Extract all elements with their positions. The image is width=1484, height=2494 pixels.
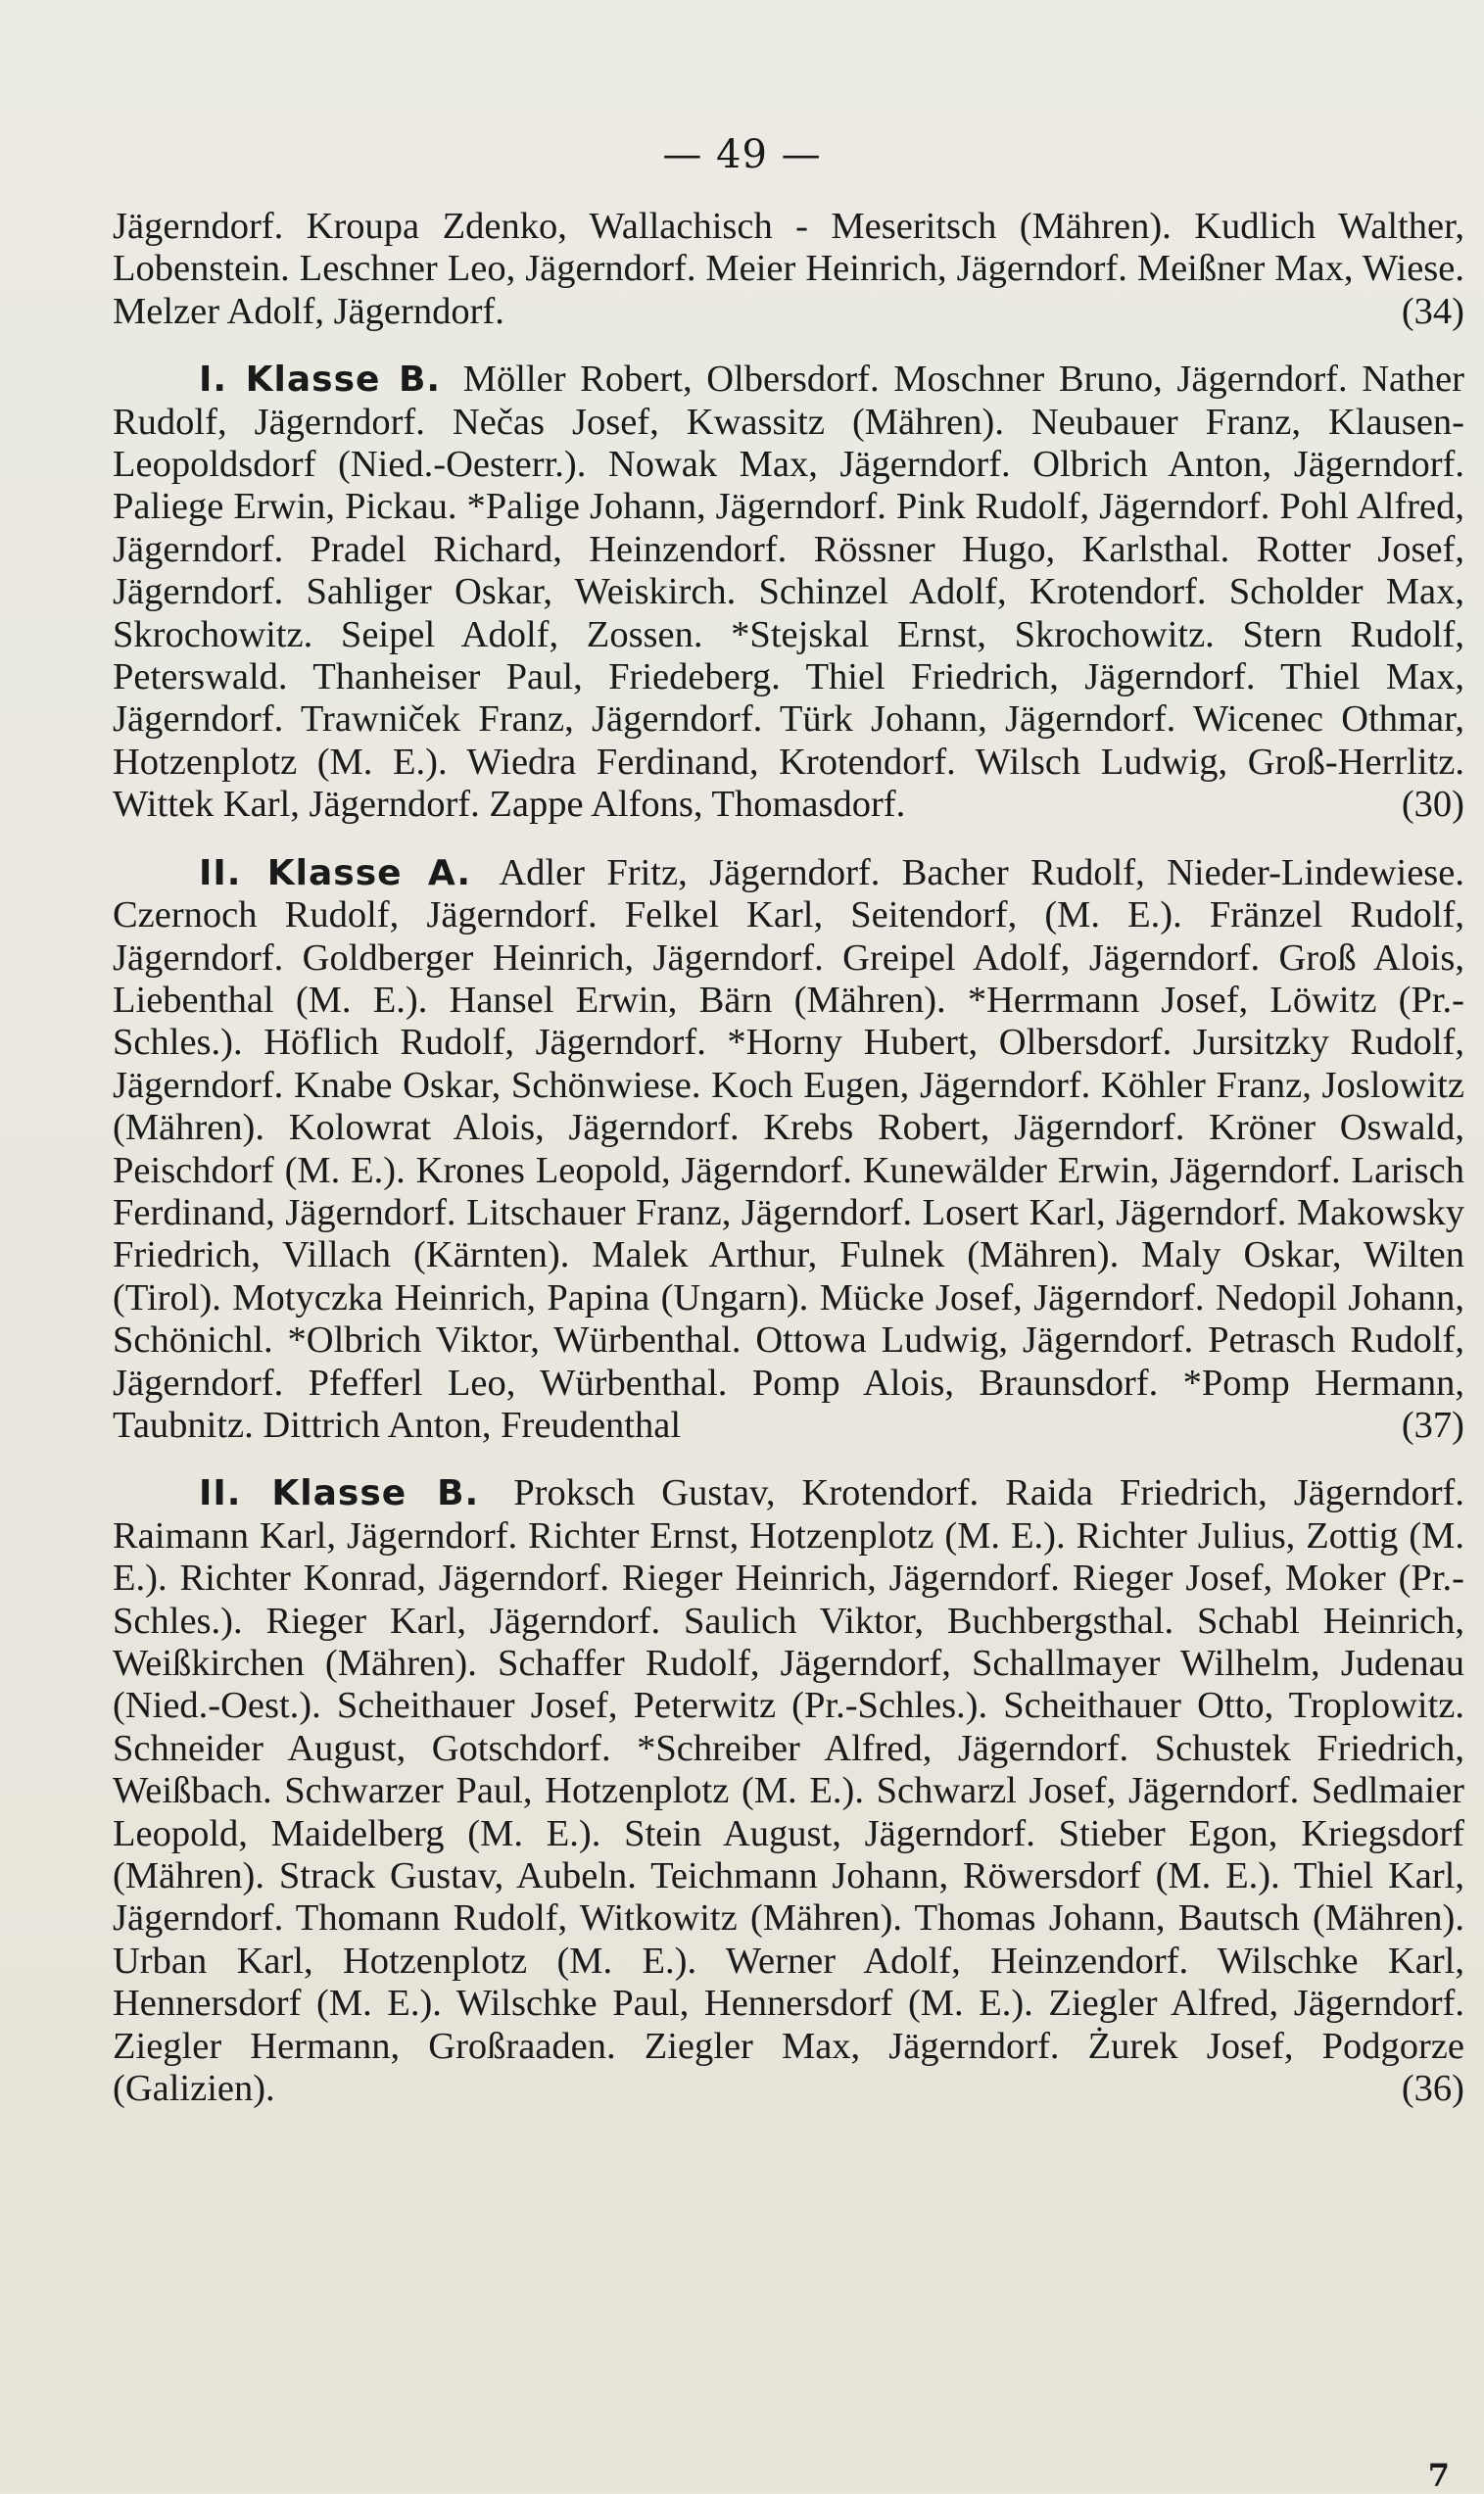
section-continuation [113,206,1464,333]
section-text: Möller Robert, Olbersdorf. Moschner Bruno, Jägerndorf. Nather Rudolf, Jägerndorf. Nečas Josef, Kwassitz (Mähren). Neubauer Franz, Klausen-Leopoldsdorf (Nied.-Oesterr.). Nowak Max, Jägerndorf. Olbrich Anton, Jägerndorf. Paliege Erwin, Pickau. *Palige Johann, Jägerndorf. Pink Rudolf, Jägerndorf. Pohl Alfred, Jägerndorf. Pradel Richard, Heinzendorf. Rössner Hugo, Karlsthal. Rotter Josef, Jägerndorf. Sahliger Oskar, Weiskirch. Schinzel Adolf, Krotendorf. Scholder Max, Skrochowitz. Seipel Adolf, Zossen. *Stejskal Ernst, Skrochowitz. Stern Rudolf, Peterswald. Thanheiser Paul, Friedeberg. Thiel Friedrich, Jägerndorf. Thiel Max, Jägerndorf. Trawniček Franz, Jägerndorf. Türk Johann, Jägerndorf. Wicenec Othmar, Hotzenplotz (M. E.). Wiedra Ferdinand, Krotendorf. Wilsch Ludwig, Groß-Herrlitz. Wittek Karl, Jägerndorf. Zappe Alfons, Thomasdorf. [113,359,1465,826]
signature-mark: 7 [1427,2457,1450,2494]
section-text: Proksch Gustav, Krotendorf. Raida Friedrich, Jägerndorf. Raimann Karl, Jägerndorf. Richter Ernst, Hotzenplotz (M. E.). Richter Julius, Zottig (M. E.). Richter Konrad, Jägerndorf. Rieger Heinrich, Jägerndorf. Rieger Josef, Moker (Pr.-Schles.). Rieger Karl, Jägerndorf. Saulich Viktor, Buchbergsthal. Schabl Heinrich, Weißkirchen (Mähren). Schaffer Rudolf, Jägerndorf, Schallmayer Wilhelm, Judenau (Nied.-Oest.). Scheithauer Josef, Peterwitz (Pr.-Schles.). Scheithauer Otto, Troplowitz. Schneider August, Gotschdorf. *Schreiber Alfred, Jägerndorf. Schustek Friedrich, Weißbach. Schwarzer Paul, Hotzenplotz (M. E.). Schwarzl Josef, Jägerndorf. Sedlmaier Leopold, Maidelberg (M. E.). Stein August, Jägerndorf. Stieber Egon, Kriegsdorf (Mähren). Strack Gustav, Aubeln. Teichmann Johann, Röwersdorf (M. E.). Thiel Karl, Jägerndorf. Thomann Rudolf, Witkowitz (Mähren). Thomas Johann, Bautsch (Mähren). Urban Karl, Hotzenplotz (M. E.). Werner Adolf, Heinzendorf. Wilschke Karl, Hennersdorf (M. E.). Wilschke Paul, Hennersdorf (M. E.). Ziegler Alfred, Jägerndorf. Ziegler Hermann, Großraaden. Ziegler Max, Jägerndorf. Żurek Josef, Podgorze (Galizien). [113,1472,1464,2110]
section-count: (37) [1401,1404,1464,1446]
section-class-1b [113,359,1464,826]
section-class-2a [113,852,1464,1448]
class-heading: I. Klasse B. [199,360,442,401]
page-number: — 49 — [662,132,822,177]
section-class-2b [113,1472,1464,2110]
section-count: (30) [1401,784,1464,826]
section-count: (34) [1401,290,1464,332]
class-heading: II. Klasse A. [199,852,472,893]
section-text: Jägerndorf. Kroupa Zdenko, Wallachisch - Meseritsch (Mähren). Kudlich Walther, Lobenstein. Leschner Leo, Jägerndorf. Meier Heinrich, Jägerndorf. Meißner Max, Wiese. Melzer Adolf, Jägerndorf. [113,206,1464,332]
class-heading: II. Klasse B. [199,1473,480,1514]
page-body [113,206,1464,2110]
section-count: (36) [1401,2068,1464,2110]
section-text: Adler Fritz, Jägerndorf. Bacher Rudolf, Nieder-Lindewiese. Czernoch Rudolf, Jägerndorf. Felkel Karl, Seitendorf, (M. E.). Fränzel Rudolf, Jägerndorf. Goldberger Heinrich, Jägerndorf. Greipel Adolf, Jägerndorf. Groß Alois, Liebenthal (M. E.). Hansel Erwin, Bärn (Mähren). *Herrmann Josef, Löwitz (Pr.-Schles.). Höflich Rudolf, Jägerndorf. *Horny Hubert, Olbersdorf. Jursitzky Rudolf, Jägerndorf. Knabe Oskar, Schönwiese. Koch Eugen, Jägerndorf. Köhler Franz, Joslowitz (Mähren). Kolowrat Alois, Jägerndorf. Krebs Robert, Jägerndorf. Kröner Oswald, Peischdorf (M. E.). Krones Leopold, Jägerndorf. Kunewälder Erwin, Jägerndorf. Larisch Ferdinand, Jägerndorf. Litschauer Franz, Jägerndorf. Losert Karl, Jägerndorf. Makowsky Friedrich, Villach (Kärnten). Malek Arthur, Fulnek (Mähren). Maly Oskar, Wilten (Tirol). Motyczka Heinrich, Papina (Ungarn). Mücke Josef, Jägerndorf. Nedopil Johann, Schönichl. *Olbrich Viktor, Würbenthal. Ottowa Ludwig, Jägerndorf. Petrasch Rudolf, Jägerndorf. Pfefferl Leo, Würbenthal. Pomp Alois, Braunsdorf. *Pomp Hermann, Taubnitz. Dittrich Anton, Freudenthal [113,851,1464,1446]
